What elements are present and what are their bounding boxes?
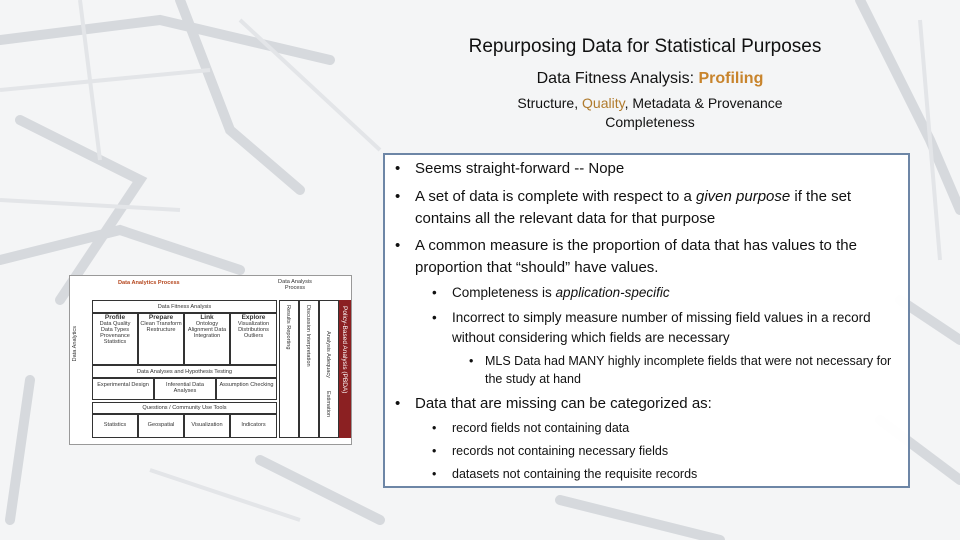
slide-subtitle: Data Fitness Analysis: Profiling xyxy=(536,70,764,87)
missing-item: • datasets not containing the requisite records xyxy=(432,467,698,481)
diagram-col: Explore Visualization Distributions Outliers xyxy=(230,313,277,365)
analysis-cell: Assumption Checking xyxy=(216,378,277,400)
bullet-item: • A set of data is complete with respect to a given purpose if the set contains all the relevant data for that purpose xyxy=(395,188,852,227)
bullet-item: • Seems straight-forward -- Nope xyxy=(395,160,625,177)
sub-bullet-item: • Completeness is application-specific xyxy=(432,285,670,300)
missing-item: • records not containing necessary fields xyxy=(432,444,669,458)
analysis-cell: Inferential Data Analyses xyxy=(154,378,216,400)
data-analytics-diagram xyxy=(69,275,352,445)
content-panel xyxy=(383,153,910,488)
bullet-item: • A common measure is the proportion of data that has values to the proportion that “should” have values. xyxy=(395,237,857,276)
fitness-header: Data Fitness Analysis xyxy=(92,300,277,313)
diagram-side-label: Data Analytics xyxy=(72,326,78,362)
community-header: Questions / Community Use Tools xyxy=(92,402,277,414)
tool-cell: Visualization xyxy=(184,414,230,438)
diagram-top-left-label: Data Analytics Process xyxy=(118,280,180,286)
diagram-col: Prepare Clean Transform Restructure xyxy=(138,313,184,365)
slide-title: Repurposing Data for Statistical Purposes xyxy=(468,36,822,57)
diagram-top-right-label: Data Analysis Process xyxy=(278,279,312,291)
diagram-col: Link Ontology Alignment Data Integration xyxy=(184,313,230,365)
vertical-label-col: Results Reporting xyxy=(279,300,299,438)
sub-sub-bullet-item: • MLS Data had MANY highly incomplete fields that were not necessary for the study at hand xyxy=(469,354,892,386)
bullet-item: • Data that are missing can be categorized as: xyxy=(395,395,712,412)
quality-highlight: Quality xyxy=(582,95,625,111)
tool-cell: Geospatial xyxy=(138,414,184,438)
vertical-label-col: Analysis Adequacy Estimation xyxy=(319,300,339,438)
missing-item: • record fields not containing data xyxy=(432,421,630,435)
profiling-highlight: Profiling xyxy=(698,70,764,87)
sub-bullet-item: • Incorrect to simply measure number of missing field values in a record without considering which fields are necessary xyxy=(432,310,871,345)
policy-analysis-bar: Policy-Based Analysis (PBDA) xyxy=(339,300,351,438)
analyses-header: Data Analyses and Hypothesis Testing xyxy=(92,365,277,378)
dimension-line: Structure, Quality, Metadata & Provenance Completeness xyxy=(380,94,920,132)
section-heading: Completeness xyxy=(605,114,695,130)
tool-cell: Statistics xyxy=(92,414,138,438)
diagram-col: Profile Data Quality Data Types Provenance Statistics xyxy=(92,313,138,365)
vertical-label-col: Discussion Interpretation xyxy=(299,300,319,438)
tool-cell: Indicators xyxy=(230,414,277,438)
analysis-cell: Experimental Design xyxy=(92,378,154,400)
